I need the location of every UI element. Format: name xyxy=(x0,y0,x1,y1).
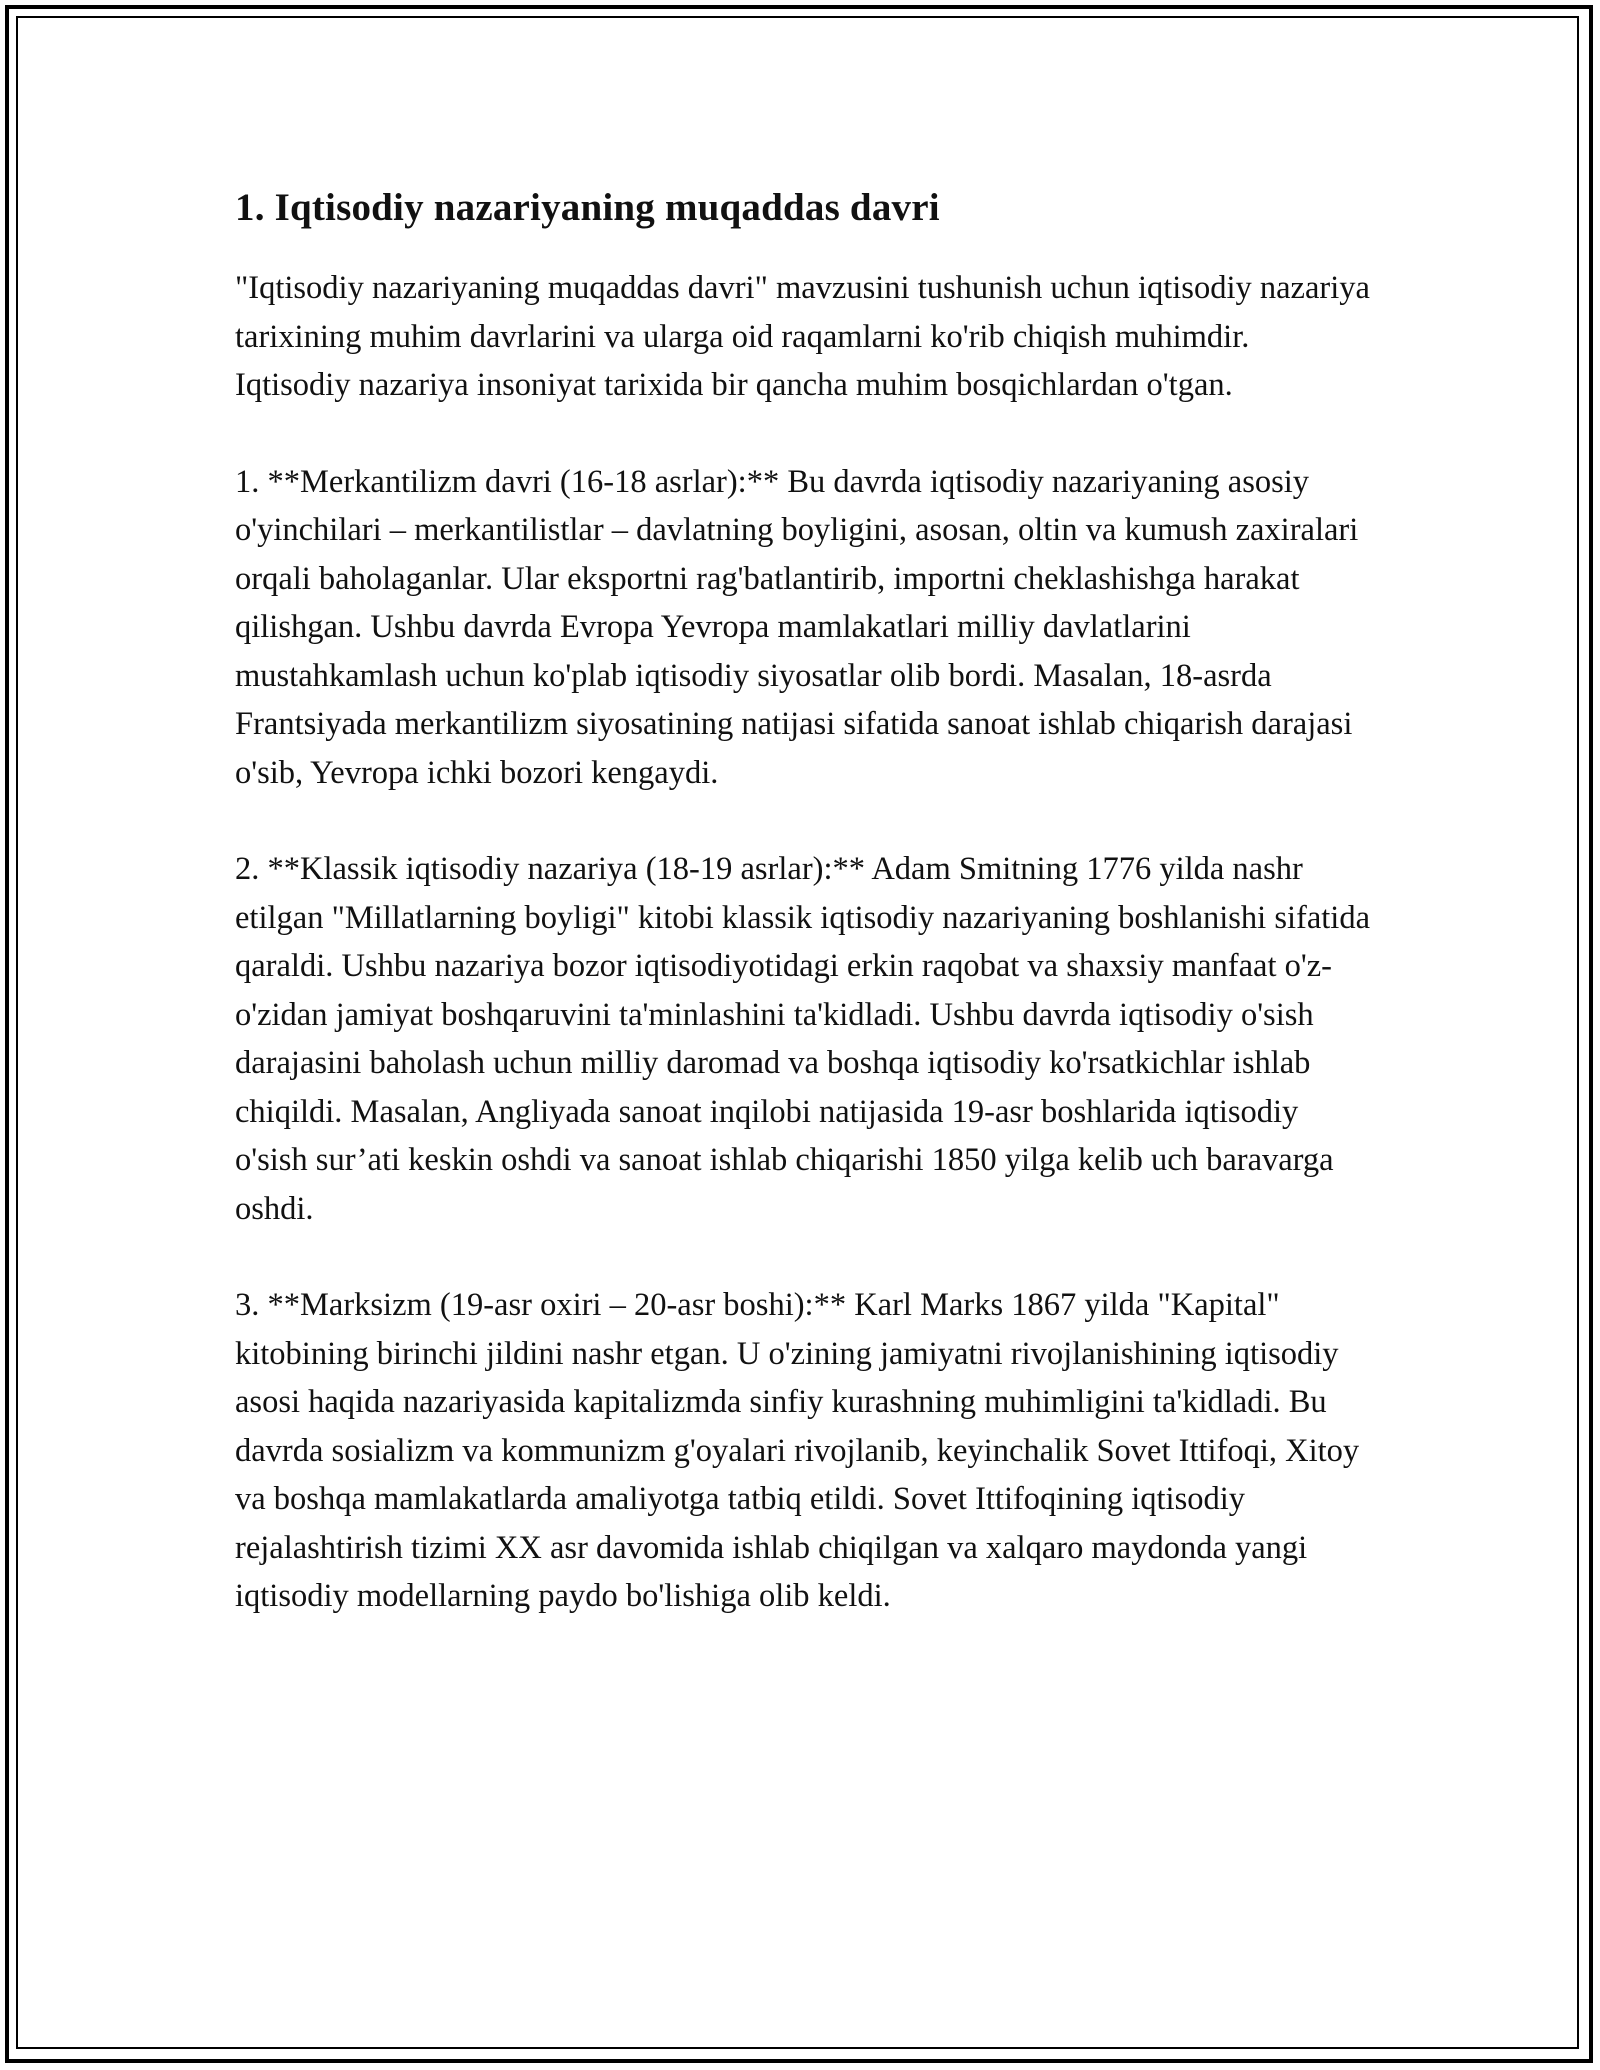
marxism-paragraph: 3. **Marksizm (19-asr oxiri – 20-asr boshi):** Karl Marks 1867 yilda "Kapital" kitobining birinchi jildini nashr etgan. U o'zining jamiyatni rivojlanishining iqtisodiy asosi haqida nazariyasida kapitalizmda sinfiy kurashning muhimligini ta'kidladi. Bu davrda sosializm va kommunizm g'oyalari rivojlanib, keyinchalik Sovet Ittifoqi, Xitoy va boshqa mamlakatlarda amaliyotga tatbiq etildi. Sovet Ittifoqining iqtisodiy rejalashtirish tizimi XX asr davomida ishlab chiqilgan va xalqaro maydonda yangi iqtisodiy modellarning paydo bo'lishiga olib keldi. xyxy=(235,1287,1360,1614)
classical-economics-paragraph: 2. **Klassik iqtisodiy nazariya (18-19 asrlar):** Adam Smitning 1776 yilda nashr etilgan "Millatlarning boyligi" kitobi klassik iqtisodiy nazariyaning boshlanishi sifatida qaraldi. Ushbu nazariya bozor iqtisodiyotidagi erkin raqobat va shaxsiy manfaat o'z-o'zidan jamiyat boshqaruvini ta'minlashini ta'kidladi. Ushbu davrda iqtisodiy o'sish darajasini baholash uchun milliy daromad va boshqa iqtisodiy ko'rsatkichlar ishlab chiqildi. Masalan, Angliyada sanoat inqilobi natijasida 19-asr boshlarida iqtisodiy o'sish sur’ati keskin oshdi va sanoat ishlab chiqarishi 1850 yilga kelib uch baravarga oshdi. xyxy=(235,851,1370,1227)
document-body xyxy=(235,180,1370,1669)
mercantilism-paragraph: 1. **Merkantilizm davri (16-18 asrlar):** Bu davrda iqtisodiy nazariyaning asosiy o'yinchilari – merkantilistlar – davlatning boyligini, asosan, oltin va kumush zaxiralari orqali baholaganlar. Ular eksportni rag'batlantirib, importni cheklashishga harakat qilishgan. Ushbu davrda Evropa Yevropa mamlakatlari milliy davlatlarini mustahkamlash uchun ko'plab iqtisodiy siyosatlar olib bordi. Masalan, 18-asrda Frantsiyada merkantilizm siyosatining natijasi sifatida sanoat ishlab chiqarish darajasi o'sib, Yevropa ichki bozori kengaydi. xyxy=(235,463,1359,791)
document-title: 1. Iqtisodiy nazariyaning muqaddas davri xyxy=(235,186,940,229)
intro-paragraph: "Iqtisodiy nazariyaning muqaddas davri" mavzusini tushunish uchun iqtisodiy nazariya tarixining muhim davrlarini va ularga oid raqamlarni ko'rib chiqish muhimdir. Iqtisodiy nazariya insoniyat tarixida bir qancha muhim bosqichlardan o'tgan. xyxy=(235,270,1370,403)
